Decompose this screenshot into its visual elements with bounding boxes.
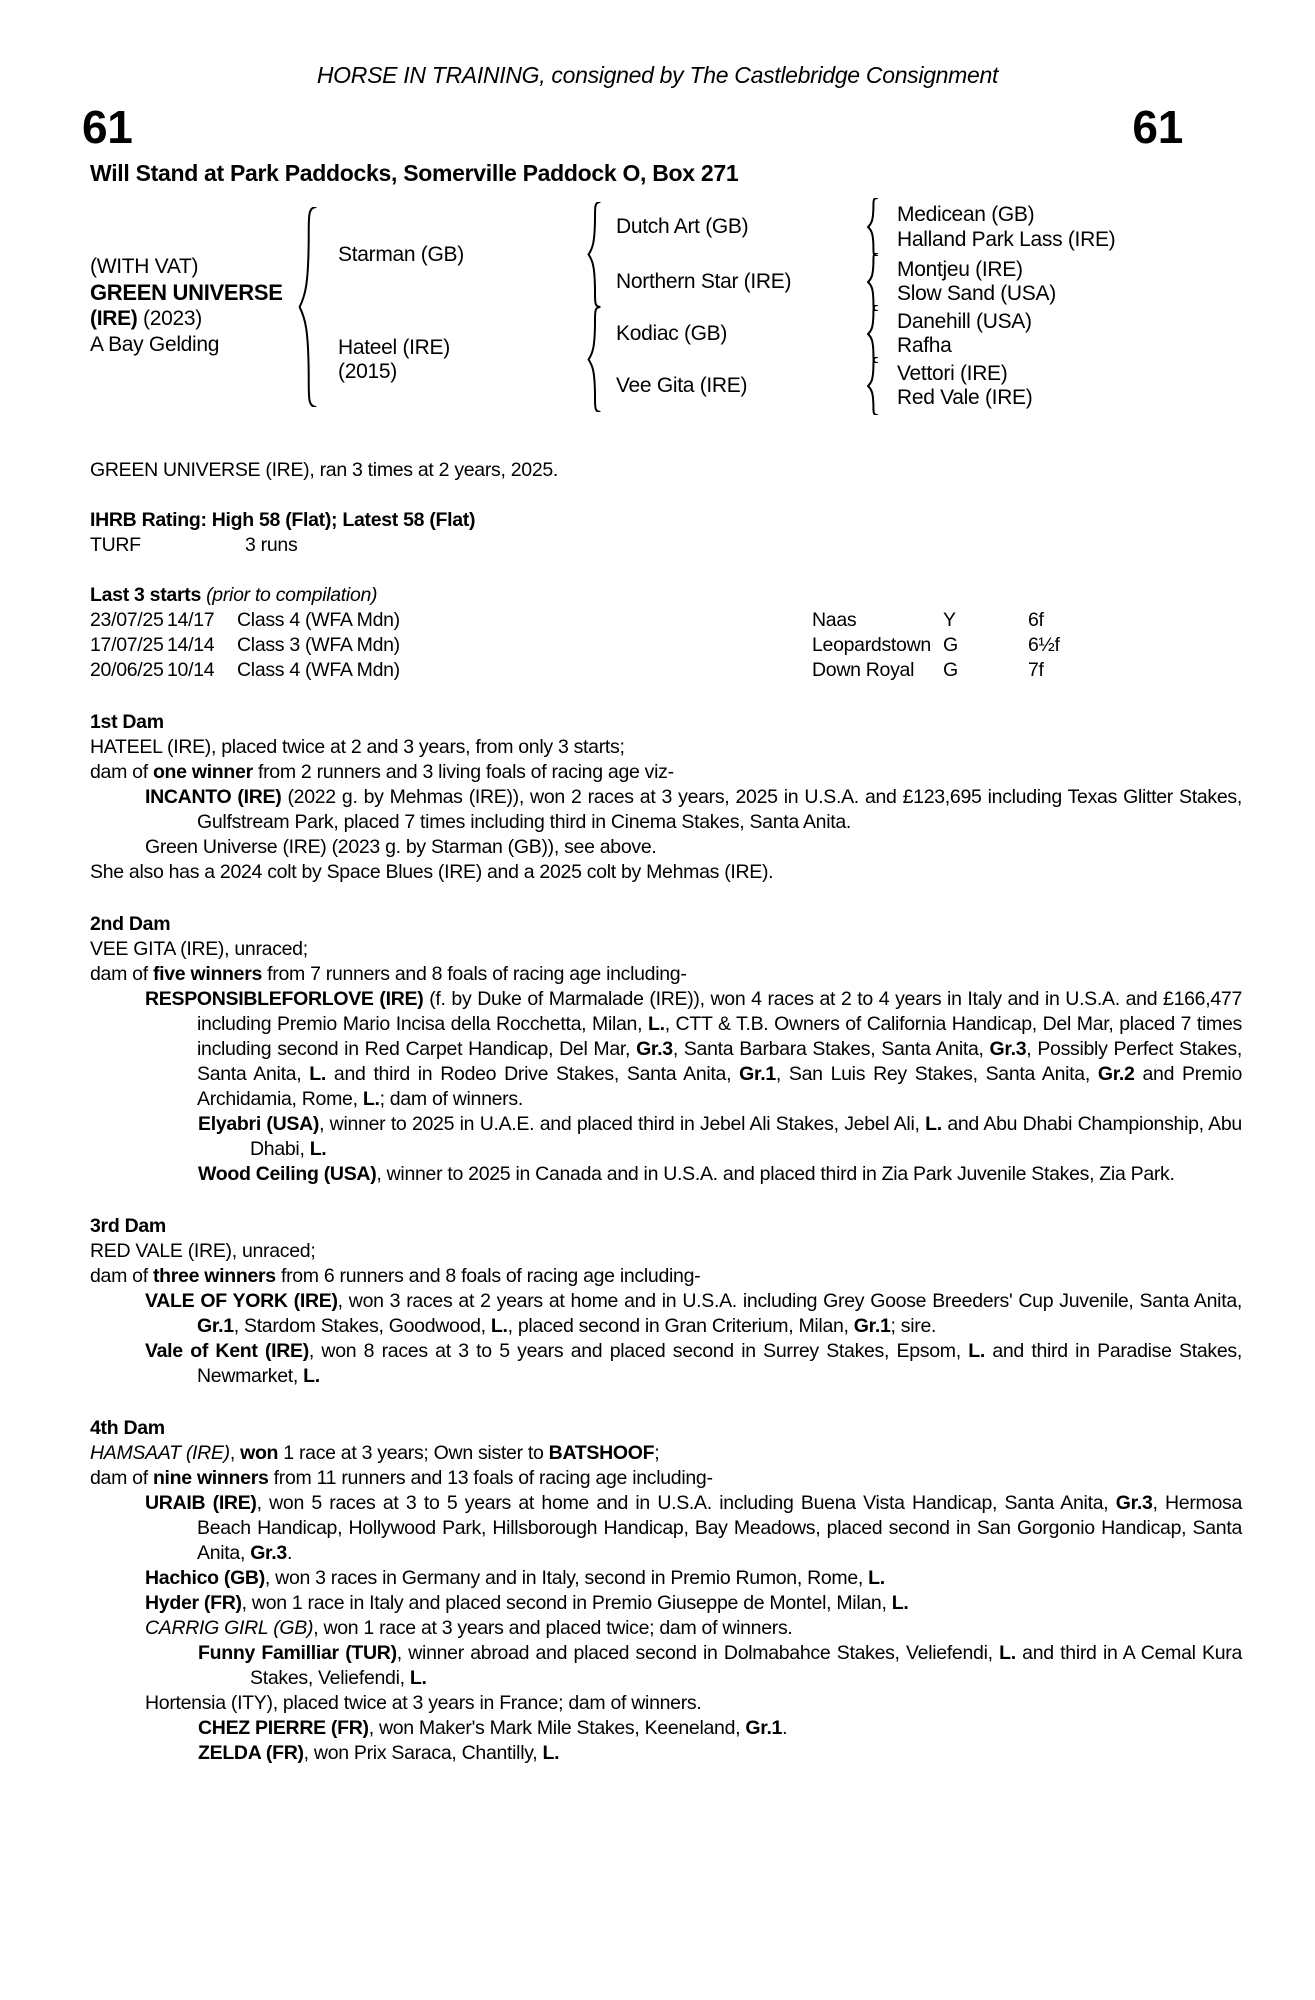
pedigree-dam-name: Hateel (IRE) [338, 336, 450, 359]
pedigree-grandparent: Vee Gita (IRE) [616, 374, 748, 397]
text-run: , won Maker's Mark Mile Stakes, Keeneland, [368, 1717, 746, 1739]
text-run: . [286, 1542, 293, 1564]
pedigree-great-grandparent: Rafha [897, 334, 952, 357]
dam-section-heading: 4th Dam [90, 1417, 165, 1439]
dam-section-heading: 3rd Dam [90, 1215, 166, 1237]
text-run: nine winners [152, 1467, 269, 1489]
race-distance: 6½f [1028, 634, 1060, 656]
pedigree-brace-icon [866, 198, 880, 256]
horse-origin-year [90, 307, 202, 331]
catalogue-paragraph [90, 1691, 1242, 1716]
text-run: and Abu Dhabi Championship, Abu Dhabi, [250, 1113, 1242, 1160]
text-run: RED VALE (IRE), unraced; [90, 1240, 316, 1262]
last-starts-note: (prior to compilation) [201, 584, 378, 606]
text-run: Gr.3 [1115, 1492, 1153, 1514]
text-run: 1 race at 3 years; Own sister to [278, 1442, 549, 1464]
horse-origin: (IRE) [90, 307, 138, 330]
last-starts-heading [90, 583, 1242, 608]
catalogue-paragraph [90, 962, 1242, 987]
dam-section [90, 1416, 1242, 1766]
text-run: , won Prix Saraca, Chantilly, [303, 1742, 543, 1764]
text-run: Green Universe (IRE) (2023 g. by Starman (GB)), see above. [145, 836, 657, 858]
text-run: , Stardom Stakes, Goodwood, [233, 1315, 491, 1337]
text-run: and third in A Cemal Kura Stakes, Veliefendi, [250, 1642, 1242, 1689]
text-run: CARRIG GIRL (GB) [145, 1617, 314, 1639]
pedigree-grandparent: Northern Star (IRE) [616, 270, 792, 293]
pedigree-brace-icon [296, 207, 320, 407]
text-run: L. [309, 1138, 327, 1160]
text-run: Hachico (GB) [145, 1567, 265, 1589]
text-run: L. [542, 1742, 560, 1764]
text-run: from 6 runners and 8 foals of racing age including- [275, 1265, 701, 1287]
race-position: 10/14 [167, 659, 215, 681]
text-run: , won 1 race at 3 years and placed twice; dam of winners. [313, 1617, 793, 1639]
pedigree-great-grandparent: Danehill (USA) [897, 310, 1032, 333]
pedigree-grandparent: Kodiac (GB) [616, 322, 728, 345]
race-intro: GREEN UNIVERSE (IRE), ran 3 times at 2 years, 2025. [90, 459, 559, 481]
pedigree-brace-icon [866, 305, 880, 363]
race-going: G [943, 634, 958, 656]
race-going: Y [943, 609, 956, 631]
catalogue-paragraph [90, 1339, 1242, 1389]
text-run: Gr.1 [745, 1717, 783, 1739]
text-run: , won 1 race in Italy and placed second in Premio Giuseppe de Montel, Milan, [241, 1592, 892, 1614]
surface-line [90, 533, 1242, 558]
text-run: from 7 runners and 8 foals of racing age including- [262, 963, 687, 985]
text-run: three winners [152, 1265, 276, 1287]
text-run: , won 5 races at 3 to 5 years at home and in U.S.A. including Buena Vista Handicap, Santa Anita, [256, 1492, 1116, 1514]
text-run: , Possibly Perfect Stakes, Santa Anita, [197, 1038, 1242, 1085]
text-run: won [240, 1442, 279, 1464]
catalogue-paragraph [90, 1591, 1242, 1616]
lot-number-right: 61 [1132, 101, 1183, 153]
catalogue-paragraph [90, 1741, 1242, 1766]
text-run: , won 3 races at 2 years at home and in U.S.A. including Grey Goose Breeders' Cup Juvenile, Santa Anita, [337, 1290, 1242, 1312]
text-run: L. [490, 1315, 508, 1337]
text-run: VEE GITA (IRE), unraced; [90, 938, 308, 960]
pedigree-great-grandparent: Red Vale (IRE) [897, 386, 1033, 409]
catalogue-paragraph [90, 1566, 1242, 1591]
catalogue-paragraph [90, 937, 1242, 962]
pedigree-brace-icon [586, 202, 603, 307]
text-run: L. [647, 1013, 665, 1035]
pedigree-brace-icon [586, 307, 603, 412]
text-run: L. [868, 1567, 885, 1589]
text-run: Gr.3 [989, 1038, 1027, 1060]
text-run: She also has a 2024 colt by Space Blues (IRE) and a 2025 colt by Mehmas (IRE). [90, 861, 774, 883]
catalogue-paragraph [90, 1239, 1242, 1264]
race-class: Class 4 (WFA Mdn) [237, 659, 400, 681]
surface-label: TURF [90, 534, 141, 556]
catalogue-paragraph [90, 1466, 1242, 1491]
text-run: Vale of Kent (IRE) [145, 1340, 309, 1362]
catalogue-paragraph [90, 1264, 1242, 1289]
race-course: Naas [812, 609, 857, 631]
text-run: , placed second in Gran Criterium, Milan, [507, 1315, 854, 1337]
text-run: , [229, 1442, 241, 1464]
text-run: ; dam of winners. [379, 1088, 523, 1110]
text-run: L. [999, 1642, 1016, 1664]
race-date: 20/06/25 [90, 659, 164, 681]
race-class: Class 3 (WFA Mdn) [237, 634, 400, 656]
text-run: , winner to 2025 in U.A.E. and placed third in Jebel Ali Stakes, Jebel Ali, [319, 1113, 926, 1135]
text-run: RESPONSIBLEFORLOVE (IRE) [145, 988, 424, 1010]
text-run: , winner to 2025 in Canada and in U.S.A. and placed third in Zia Park Juvenile Stakes, Zia Park. [376, 1163, 1175, 1185]
text-run: Elyabri (USA) [198, 1113, 320, 1135]
dam-section-heading: 1st Dam [90, 711, 164, 733]
text-run: ZELDA (FR) [198, 1742, 304, 1764]
text-run: HAMSAAT (IRE) [90, 1442, 230, 1464]
pedigree-great-grandparent: Vettori (IRE) [897, 362, 1008, 385]
text-run: . [782, 1717, 788, 1739]
text-run: Funny Familliar (TUR) [198, 1642, 397, 1664]
pedigree-sire: Starman (GB) [338, 243, 464, 266]
pedigree-brace-icon [866, 253, 880, 311]
text-run: L. [309, 1063, 326, 1085]
catalogue-paragraph [90, 860, 1242, 885]
race-class: Class 4 (WFA Mdn) [237, 609, 400, 631]
catalogue-body [90, 458, 1242, 1766]
stabling-line: Will Stand at Park Paddocks, Somerville Paddock O, Box 271 [90, 160, 739, 186]
text-run: and third in Rodeo Drive Stakes, Santa Anita, [326, 1063, 740, 1085]
pedigree-great-grandparent: Montjeu (IRE) [897, 258, 1023, 281]
rating-line: IHRB Rating: High 58 (Flat); Latest 58 (Flat) [90, 509, 476, 531]
pedigree-great-grandparent: Halland Park Lass (IRE) [897, 228, 1116, 251]
pedigree-grandparent: Dutch Art (GB) [616, 215, 749, 238]
race-row [90, 658, 1242, 683]
catalogue-paragraph [90, 785, 1242, 835]
pedigree-dam-year: (2015) [338, 360, 397, 383]
catalogue-paragraph [90, 1289, 1242, 1339]
catalogue-paragraph [90, 1441, 1242, 1466]
catalogue-paragraph [90, 735, 1242, 760]
race-position: 14/14 [167, 634, 215, 656]
race-distance: 7f [1028, 659, 1044, 681]
text-run: Gr.2 [1097, 1063, 1135, 1085]
text-run: ; sire. [890, 1315, 937, 1337]
horse-name: GREEN UNIVERSE [90, 280, 283, 305]
text-run: Gr.1 [853, 1315, 891, 1337]
text-run: five winners [152, 963, 263, 985]
text-run: , Hermosa Beach Handicap, Hollywood Park, Hillsborough Handicap, Bay Meadows, placed second in San Gorgonio Handicap, Santa Anita, [197, 1492, 1243, 1564]
text-run: L. [303, 1365, 320, 1387]
text-run: , Santa Barbara Stakes, Santa Anita, [672, 1038, 990, 1060]
dam-section-heading: 2nd Dam [90, 913, 171, 935]
catalogue-paragraph [90, 1616, 1242, 1641]
text-run: from 11 runners and 13 foals of racing age including- [268, 1467, 713, 1489]
text-run: HATEEL (IRE), placed twice at 2 and 3 years, from only 3 starts; [90, 736, 625, 758]
text-run: Hortensia (ITY), placed twice at 3 years in France; dam of winners. [145, 1692, 702, 1714]
text-run: , winner abroad and placed second in Dolmabahce Stakes, Veliefendi, [396, 1642, 1000, 1664]
text-run: and third in Paradise Stakes, Newmarket, [197, 1340, 1242, 1387]
catalogue-paragraph [90, 1716, 1242, 1741]
catalogue-paragraph [90, 1162, 1242, 1187]
text-run: and Premio Archidamia, Rome, [197, 1063, 1243, 1110]
text-run: dam of [90, 1265, 153, 1287]
text-run: (2022 g. by Mehmas (IRE)), won 2 races at 3 years, 2025 in U.S.A. and £123,695 including Texas Glitter Stakes, Gulfstream Park, placed 7 times including third in Cinema Stakes, Santa Anita. [197, 786, 1242, 833]
race-row [90, 633, 1242, 658]
text-run: L. [968, 1340, 985, 1362]
catalogue-paragraph [90, 1491, 1242, 1566]
dam-section [90, 710, 1242, 885]
catalogue-paragraph [90, 760, 1242, 785]
race-date: 23/07/25 [90, 609, 164, 631]
pedigree-great-grandparent: Slow Sand (USA) [897, 282, 1056, 305]
race-position: 14/17 [167, 609, 215, 631]
text-run: CHEZ PIERRE (FR) [198, 1717, 369, 1739]
text-run: dam of [90, 963, 153, 985]
runs-count: 3 runs [245, 534, 298, 556]
text-run: BATSHOOF [548, 1442, 655, 1464]
text-run: Hyder (FR) [145, 1592, 242, 1614]
pedigree-great-grandparent: Medicean (GB) [897, 203, 1035, 226]
race-going: G [943, 659, 958, 681]
pedigree-brace-icon [866, 357, 880, 415]
race-course: Down Royal [812, 659, 915, 681]
text-run: dam of [90, 761, 153, 783]
vat-note: (WITH VAT) [90, 255, 199, 278]
dam-section [90, 912, 1242, 1187]
catalogue-paragraph [90, 835, 1242, 860]
text-run: dam of [90, 1467, 153, 1489]
consignor-header: HORSE IN TRAINING, consigned by The Castlebridge Consignment [316, 62, 999, 88]
text-run: URAIB (IRE) [145, 1492, 257, 1514]
text-run: ; [654, 1442, 660, 1464]
dam-sections [90, 710, 1242, 1766]
text-run: VALE OF YORK (IRE) [145, 1290, 338, 1312]
text-run: , CTT & T.B. Owners of California Handicap, Del Mar, placed 7 times including second in Red Carpet Handicap, Del Mar, [197, 1013, 1242, 1060]
text-run: L. [362, 1088, 380, 1110]
text-run: Gr.1 [197, 1315, 234, 1337]
text-run: Gr.3 [636, 1038, 673, 1060]
text-run: INCANTO (IRE) [145, 786, 282, 808]
race-date: 17/07/25 [90, 634, 164, 656]
text-run: , won 8 races at 3 to 5 years and placed second in Surrey Stakes, Epsom, [308, 1340, 969, 1362]
dam-section [90, 1214, 1242, 1389]
race-distance: 6f [1028, 609, 1044, 631]
catalogue-paragraph [90, 1641, 1242, 1691]
catalogue-paragraph [90, 987, 1242, 1112]
text-run: one winner [152, 761, 253, 783]
catalogue-paragraph [90, 1112, 1242, 1162]
text-run: from 2 runners and 3 living foals of racing age viz- [252, 761, 674, 783]
text-run: L. [925, 1113, 942, 1135]
text-run: L. [409, 1667, 427, 1689]
text-run: (f. by Duke of Marmalade (IRE)), won 4 races at 2 to 4 years in Italy and in U.S.A. and £166,477 including Premio Mario Incisa della Rocchetta, Milan, [197, 988, 1242, 1035]
pedigree-dam [338, 336, 450, 384]
text-run: , San Luis Rey Stakes, Santa Anita, [775, 1063, 1098, 1085]
text-run: L. [891, 1592, 909, 1614]
race-course: Leopardstown [812, 634, 931, 656]
horse-description: A Bay Gelding [90, 333, 220, 356]
text-run: Gr.3 [250, 1542, 287, 1564]
last-starts-label: Last 3 starts [90, 584, 201, 606]
text-run: Wood Ceiling (USA) [198, 1163, 377, 1185]
text-run: , won 3 races in Germany and in Italy, second in Premio Rumon, Rome, [264, 1567, 869, 1589]
lot-number-left: 61 [82, 101, 133, 153]
text-run: Gr.1 [739, 1063, 776, 1085]
horse-year: (2023) [143, 307, 202, 330]
race-row [90, 608, 1242, 633]
race-table [90, 608, 1242, 683]
